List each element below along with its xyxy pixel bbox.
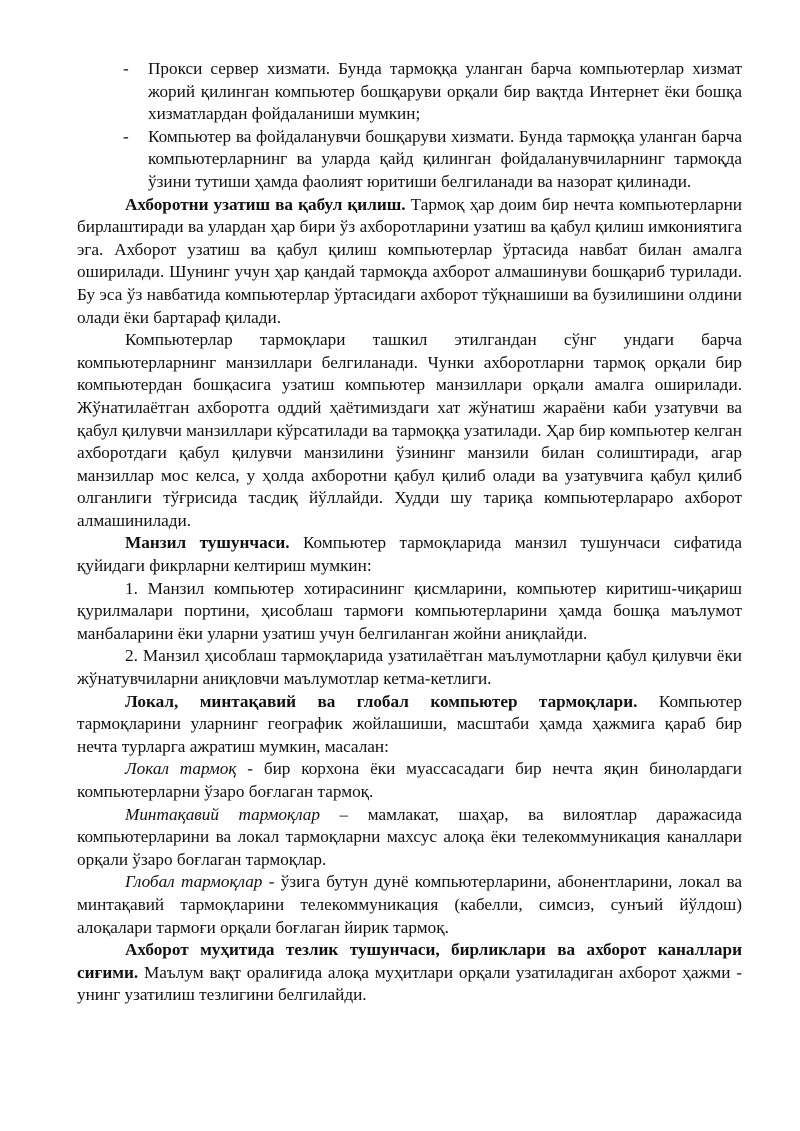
paragraph-text: Компьютер тармоқларини уларнинг географик жойлашиши, масштаби ҳамда ҳажмига қараб бир нечта турларга ажратиш мумкин, масалан:	[77, 691, 742, 756]
definition-regional-network	[77, 804, 742, 872]
bullet-item	[77, 126, 742, 194]
paragraph-heading: Ахборотни узатиш ва қабул қилиш.	[125, 194, 406, 214]
definition-text: – мамлакат, шаҳар, ва вилоятлар даражасида компьютерларини ва локал тармоқларни махсус алоқа ёки телекоммуникация каналлари орқали ўзаро боғлаган тармоқлар.	[77, 804, 742, 869]
definition-text: - бир корхона ёки муассасадаги бир нечта яқин бинолардаги компьютерларни ўзаро боғлаган тармоқ.	[77, 759, 742, 801]
paragraph-data-transfer	[77, 194, 742, 330]
definition-local-network	[77, 758, 742, 803]
paragraph-text: Тармоқ ҳар доим бир нечта компьютерларни бирлаштиради ва улардан ҳар бири ўз ахборотларини узатиш ва қабул қилиш имкониятига эга. Ахборот узатиш ва қабул қилиш компьютерлар ўртасида навбат билан амалга оширилади. Шунинг учун ҳар қандай тармоқда ахборот алмашинуви бошқариб турилади. Бу эса ўз навбатида компьютерлар ўртасидаги ахборот тўқнашиши ва бузилишини олдини олади ёки бартараф қилади.	[77, 194, 743, 327]
bullet-marker: -	[123, 126, 129, 146]
paragraph-heading: Манзил тушунчаси.	[125, 533, 290, 553]
definition-term: Локал тармоқ	[125, 759, 237, 779]
bullet-item	[77, 58, 742, 126]
paragraph-heading: Локал, минтақавий ва глобал компьютер тармоқлари.	[125, 691, 638, 711]
numbered-item-1: 1. Манзил компьютер хотирасининг қисмларини, компьютер киритиш-чиқариш қурилмалари портини, ҳисоблаш тармоғи компьютерларини ҳамда бошқа маълумот манбаларини ёки уларни узатиш учун белгиланган жойни аниқлайди.	[77, 578, 742, 643]
paragraph-network-types	[77, 691, 742, 759]
definition-term: Глобал тармоқлар	[125, 872, 263, 892]
paragraph-transfer-speed	[77, 939, 742, 1007]
bullet-text: Прокси сервер хизмати. Бунда тармоққа уланган барча компьютерлар хизмат жорий қилинган компьютер бошқаруви орқали бир вақтда Интернет ёки бошқа хизматлардан фойдаланиши мумкин;	[148, 59, 742, 124]
paragraph-text: Маълум вақт оралиғида алоқа муҳитлари орқали узатиладиган ахборот ҳажми - унинг узатилиш тезлигини белгилайди.	[77, 962, 742, 1005]
paragraph-address-concept	[77, 532, 742, 577]
definition-global-network	[77, 871, 742, 939]
paragraph-heading: Ахборот муҳитида тезлик тушунчаси, бирликлари ва ахборот каналлари сиғими.	[77, 940, 742, 982]
bullet-marker: -	[123, 59, 129, 78]
definition-text: - ўзига бутун дунё компьютерларини, абонентларини, локал ва минтақавий тармоқларини телекоммуникация (кабелли, симсиз, сунъий йўлдош) алоқалари тармоғи орқали боғлаган йирик тармоқ.	[77, 872, 742, 937]
document-body	[77, 58, 742, 1007]
paragraph-addressing: Компьютерлар тармоқлари ташкил этилгандан сўнг ундаги барча компьютерларнинг манзиллари белгиланади. Чунки ахборотларни тармоқ орқали бир компьютердан бошқасига узатиш компьютер манзиллари орқали амалга оширилади. Жўнатилаётган ахборотга оддий ҳаётимиздаги хат жўнатиш жараёни каби узатувчи ва қабул қилувчи манзиллари кўрсатилади ва тармоққа узатилади. Ҳар бир компьютер келган ахборотдаги қабул қилувчи манзилини ўзининг манзили билан солиштиради, агар манзиллар мос келса, у ҳолда ахборотни қабул қилиб олади ва узатувчига қабул қилиб олганлиги тўғрисида тасдиқ йўллайди. Худди шу тариқа компьютерлараро ахборот алмашинилади.	[77, 330, 742, 530]
paragraph-text: Компьютер тармоқларида манзил тушунчаси сифатида қуйидаги фикрларни келтириш мумкин:	[77, 533, 742, 576]
bullet-text: Компьютер ва фойдаланувчи бошқаруви хизмати. Бунда тармоққа уланган барча компьютерларнинг ва уларда қайд қилинган фойдаланувчиларнинг тармоқда ўзини тутиши ҳамда фаолият юритиши белгиланади ва назорат қилинади.	[148, 126, 742, 191]
numbered-item-2: 2. Манзил ҳисоблаш тармоқларида узатилаётган маълумотларни қабул қилувчи ёки жўнатувчиларни аниқловчи маълумотлар кетма-кетлиги.	[77, 646, 742, 689]
definition-term: Минтақавий тармоқлар	[125, 804, 320, 824]
